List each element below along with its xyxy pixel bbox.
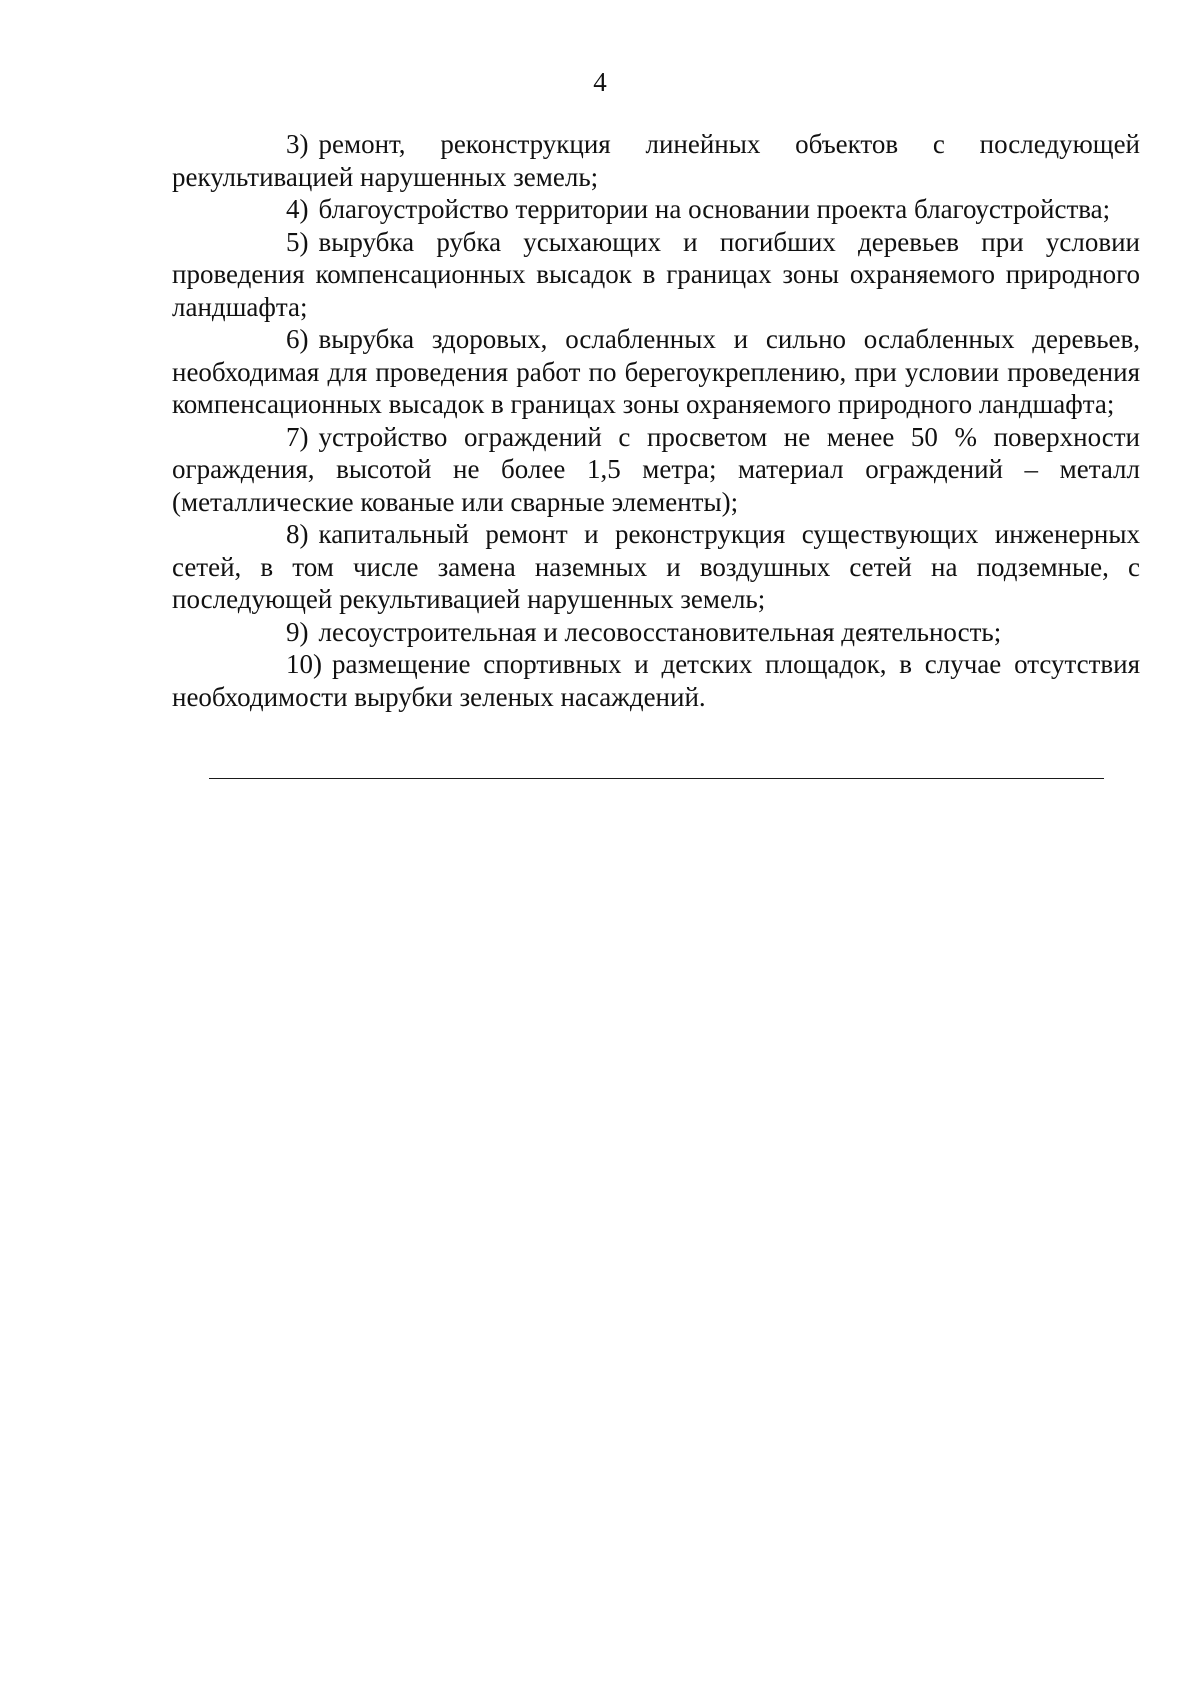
item-text: вырубка здоровых, ослабленных и сильно ослабленных деревьев, необходимая для проведения работ по берегоукреплению, при условии проведения компенсационных высадок в границах зоны охраняемого природного ландшафта; — [172, 324, 1140, 419]
list-item — [172, 648, 1140, 713]
item-number: 6) — [286, 324, 309, 354]
item-text: капитальный ремонт и реконструкция существующих инженерных сетей, в том числе замена наземных и воздушных сетей на подземные, с последующей рекультивацией нарушенных земель; — [172, 519, 1140, 614]
item-number: 8) — [286, 519, 309, 549]
list-item — [172, 518, 1140, 616]
item-number: 3) — [286, 129, 309, 159]
end-rule-divider — [209, 778, 1104, 779]
item-number: 10) — [286, 649, 322, 679]
item-number: 7) — [286, 421, 309, 452]
item-text: благоустройство территории на основании проекта благоустройства; — [318, 194, 1111, 224]
list-item — [172, 226, 1140, 324]
item-text: ремонт, реконструкция линейных объектов с последующей рекультивацией нарушенных земель; — [172, 129, 1140, 192]
list-item — [172, 323, 1140, 421]
item-text: устройство ограждений с просветом не менее 50 % поверхности ограждения, высотой не более 1,5 метра; материал ограждений – металл (металлические кованые или сварные элементы); — [172, 421, 1140, 517]
page-number: 4 — [593, 67, 607, 97]
list-item — [172, 193, 1140, 226]
item-number: 9) — [286, 616, 309, 647]
item-text: размещение спортивных и детских площадок, в случае отсутствия необходимости вырубки зеленых насаждений. — [172, 649, 1140, 712]
list-item — [172, 421, 1140, 519]
list-item — [172, 128, 1140, 193]
item-text: лесоустроительная и лесовосстановительная деятельность; — [318, 616, 1002, 647]
item-number: 5) — [286, 226, 309, 257]
item-number: 4) — [286, 194, 309, 224]
item-text: вырубка рубка усыхающих и погибших деревьев при условии проведения компенсационных высадок в границах зоны охраняемого природного ландшафта; — [172, 226, 1140, 322]
list-item — [172, 616, 1140, 649]
list-body — [172, 128, 1140, 713]
